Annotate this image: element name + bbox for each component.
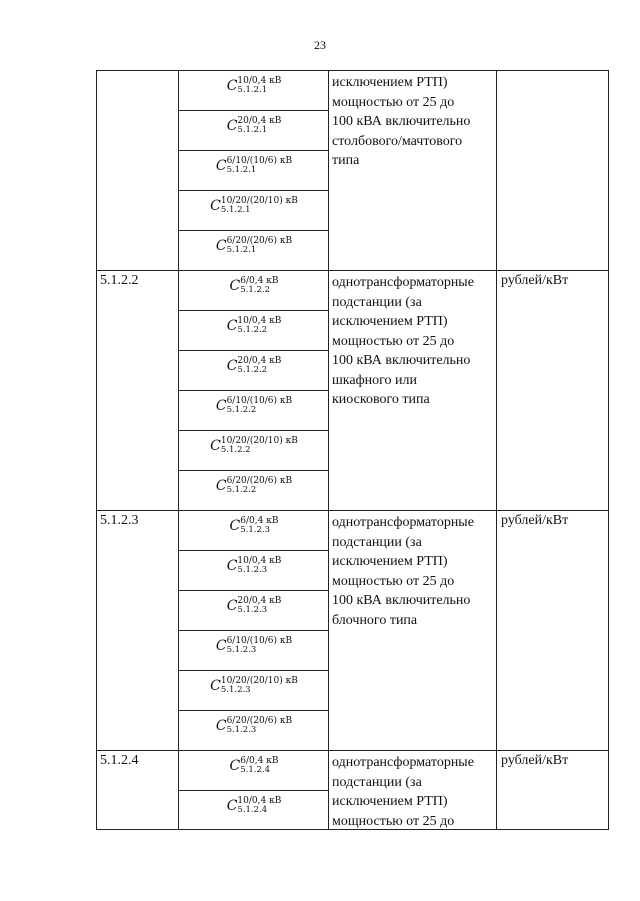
formula-row-divider: [178, 390, 328, 391]
description-line: подстанции (за: [332, 534, 422, 550]
formula-superscript: 6/20/(20/6) кВ: [226, 235, 293, 246]
cost-formula: [180, 435, 328, 455]
formula-symbol: C: [229, 518, 241, 534]
formula-row-divider: [178, 350, 328, 351]
formula-subscript: 5.1.2.4: [237, 804, 268, 815]
formula-symbol: C: [215, 398, 227, 414]
cost-formula: [180, 315, 328, 335]
formula-subscript: 5.1.2.3: [240, 524, 271, 535]
formula-symbol: C: [226, 118, 238, 134]
cost-formula: [180, 115, 328, 135]
formula-row-divider: [178, 790, 328, 791]
cost-formula: [180, 755, 328, 775]
description-line: исключением РТП): [332, 554, 448, 569]
description-line: мощностью от 25 до: [332, 94, 455, 110]
section-code: 5.1.2.3: [100, 513, 139, 528]
description-line: мощностью от 25 до: [332, 813, 455, 829]
formula-row-divider: [178, 190, 328, 191]
formula-subscript: 5.1.2.3: [237, 564, 268, 575]
formula-subscript: 5.1.2.3: [220, 684, 251, 695]
formula-subscript: 5.1.2.2: [240, 284, 271, 295]
section-divider: [96, 750, 609, 751]
formula-subscript: 5.1.2.2: [237, 324, 268, 335]
formula-symbol: C: [226, 78, 238, 94]
description-line: шкафного или: [332, 372, 418, 388]
formula-row-divider: [178, 630, 328, 631]
cost-formula: [180, 195, 328, 215]
formula-row-divider: [178, 710, 328, 711]
formula-subscript: 5.1.2.4: [240, 764, 271, 775]
column-divider-unit: [496, 70, 497, 830]
formula-symbol: C: [226, 798, 238, 814]
description-line: исключением РТП): [332, 794, 448, 809]
unit-label: рублей/кВт: [501, 753, 569, 768]
tariff-table: [96, 70, 609, 830]
formula-superscript: 10/20/(20/10) кВ: [220, 675, 298, 686]
formula-superscript: 6/10/(10/6) кВ: [226, 635, 293, 646]
formula-row-divider: [178, 550, 328, 551]
formula-symbol: C: [210, 198, 221, 214]
table-border-right: [608, 70, 609, 830]
formula-superscript: 10/0,4 кВ: [237, 315, 282, 326]
cost-formula: [180, 675, 328, 695]
section-code: 5.1.2.2: [100, 273, 139, 288]
description-line: мощностью от 25 до: [332, 573, 455, 589]
formula-symbol: C: [215, 478, 227, 494]
section-divider: [96, 510, 609, 511]
formula-symbol: C: [215, 238, 227, 254]
cost-formula: [180, 475, 328, 495]
cost-formula: [180, 395, 328, 415]
description-line: типа: [332, 153, 360, 168]
description-line: исключением РТП): [332, 314, 448, 329]
formula-row-divider: [178, 430, 328, 431]
formula-superscript: 20/0,4 кВ: [237, 115, 282, 126]
description-line: подстанции (за: [332, 774, 422, 790]
cost-formula: [180, 355, 328, 375]
description-line: киоскового типа: [332, 392, 430, 407]
formula-subscript: 5.1.2.2: [226, 404, 257, 415]
description-line: однотрансформаторные: [332, 275, 474, 290]
formula-subscript: 5.1.2.3: [237, 604, 268, 615]
formula-row-divider: [178, 110, 328, 111]
cost-formula: [180, 515, 328, 535]
formula-symbol: C: [215, 158, 227, 174]
cost-formula: [180, 75, 328, 95]
formula-superscript: 10/0,4 кВ: [237, 795, 282, 806]
description-line: 100 кВА включительно: [332, 114, 471, 129]
description-line: подстанции (за: [332, 294, 422, 310]
formula-symbol: C: [229, 758, 241, 774]
formula-symbol: C: [210, 438, 221, 454]
formula-superscript: 6/10/(10/6) кВ: [226, 395, 293, 406]
table-border-top: [96, 70, 609, 71]
formula-subscript: 5.1.2.2: [220, 444, 251, 455]
description-line: 100 кВА включительно: [332, 353, 471, 368]
formula-row-divider: [178, 670, 328, 671]
description-line: мощностью от 25 до: [332, 333, 455, 349]
cost-formula: [180, 715, 328, 735]
formula-symbol: C: [226, 558, 238, 574]
formula-superscript: 10/0,4 кВ: [237, 555, 282, 566]
formula-superscript: 6/20/(20/6) кВ: [226, 715, 293, 726]
formula-symbol: C: [226, 358, 238, 374]
formula-row-divider: [178, 470, 328, 471]
formula-subscript: 5.1.2.2: [226, 484, 257, 495]
formula-row-divider: [178, 310, 328, 311]
formula-superscript: 6/0,4 кВ: [240, 755, 279, 766]
formula-subscript: 5.1.2.1: [220, 204, 251, 215]
cost-formula: [180, 235, 328, 255]
section-code: 5.1.2.4: [100, 753, 139, 768]
formula-superscript: 6/0,4 кВ: [240, 275, 279, 286]
formula-row-divider: [178, 230, 328, 231]
description-line: столбового/мачтового: [332, 133, 463, 149]
formula-superscript: 6/0,4 кВ: [240, 515, 279, 526]
cost-formula: [180, 635, 328, 655]
description-line: блочного типа: [332, 612, 418, 628]
formula-symbol: C: [210, 678, 221, 694]
formula-subscript: 5.1.2.2: [237, 364, 268, 375]
cost-formula: [180, 795, 328, 815]
formula-superscript: 6/10/(10/6) кВ: [226, 155, 293, 166]
cost-formula: [180, 275, 328, 295]
formula-symbol: C: [229, 278, 241, 294]
formula-subscript: 5.1.2.3: [226, 724, 257, 735]
formula-subscript: 5.1.2.1: [226, 164, 257, 175]
cost-formula: [180, 155, 328, 175]
cost-formula: [180, 595, 328, 615]
page-number: 23: [314, 38, 326, 52]
formula-subscript: 5.1.2.1: [226, 244, 257, 255]
formula-superscript: 20/0,4 кВ: [237, 595, 282, 606]
formula-symbol: C: [215, 638, 227, 654]
formula-subscript: 5.1.2.3: [226, 644, 257, 655]
unit-label: рублей/кВт: [501, 273, 569, 288]
description-line: исключением РТП): [332, 75, 448, 90]
cost-formula: [180, 555, 328, 575]
description-line: 100 кВА включительно: [332, 593, 471, 608]
formula-superscript: 20/0,4 кВ: [237, 355, 282, 366]
description-line: однотрансформаторные: [332, 515, 474, 530]
formula-row-divider: [178, 590, 328, 591]
formula-symbol: C: [226, 598, 238, 614]
unit-label: рублей/кВт: [501, 513, 569, 528]
section-divider: [96, 270, 609, 271]
column-divider-formula: [178, 70, 179, 830]
formula-superscript: 6/20/(20/6) кВ: [226, 475, 293, 486]
description-line: однотрансформаторные: [332, 755, 474, 770]
formula-superscript: 10/0,4 кВ: [237, 75, 282, 86]
column-divider-desc: [328, 70, 329, 830]
formula-subscript: 5.1.2.1: [237, 84, 268, 95]
table-border-left: [96, 70, 97, 830]
formula-symbol: C: [226, 318, 238, 334]
formula-subscript: 5.1.2.1: [237, 124, 268, 135]
formula-symbol: C: [215, 718, 227, 734]
formula-row-divider: [178, 150, 328, 151]
formula-superscript: 10/20/(20/10) кВ: [220, 435, 298, 446]
formula-superscript: 10/20/(20/10) кВ: [220, 195, 298, 206]
